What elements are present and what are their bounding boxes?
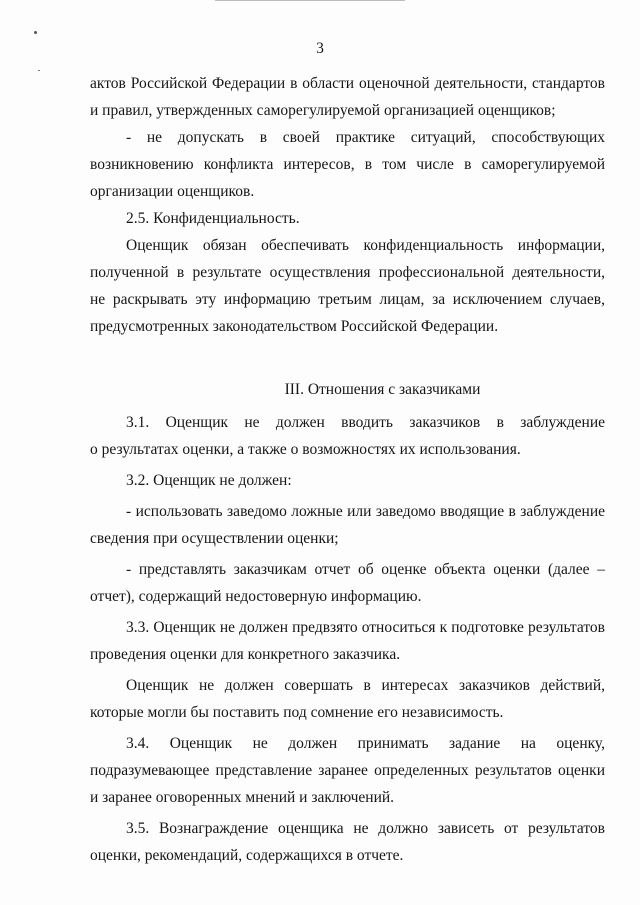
text-line: подразумевающее представление заранее определенных результатов оценки — [90, 762, 605, 779]
section-heading: III. Отношения с заказчиками — [284, 381, 481, 398]
text-line: - представлять заказчикам отчет об оценке объекта оценки (далее – — [126, 561, 605, 578]
text-line: не раскрывать эту информацию третьим лицам, за исключением случаев, — [90, 291, 605, 308]
text-line: и правил, утвержденных саморегулируемой организацией оценщиков; — [90, 102, 556, 119]
text-line: и заранее оговоренных мнений и заключений. — [90, 789, 395, 806]
text-line: 3.5. Вознаграждение оценщика не должно зависеть от результатов — [126, 820, 605, 837]
text-line: возникновению конфликта интересов, в том числе в саморегулируемой — [90, 156, 605, 173]
text-line: проведения оценки для конкретного заказчика. — [90, 646, 401, 663]
text-line: - использовать заведомо ложные или заведомо вводящие в заблуждение — [126, 503, 605, 520]
text-line: оценки, рекомендаций, содержащихся в отчете. — [90, 847, 404, 864]
scan-top-edge — [215, 0, 405, 1]
text-line: полученной в результате осуществления профессиональной деятельности, — [90, 264, 605, 281]
text-line: - не допускать в своей практике ситуаций, способствующих — [126, 129, 605, 146]
text-line: 3.2. Оценщик не должен: — [126, 472, 292, 489]
page-number: 3 — [316, 40, 324, 57]
text-line: организации оценщиков. — [90, 183, 255, 200]
text-line: предусмотренных законодательством Российской Федерации. — [90, 318, 499, 335]
section-title-2-5: 2.5. Конфиденциальность. — [126, 210, 300, 227]
text-line: отчет), содержащий недостоверную информацию. — [90, 588, 422, 605]
text-line: о результатах оценки, а также о возможностях их использования. — [90, 441, 521, 458]
text-line: 3.3. Оценщик не должен предвзято относиться к подготовке результатов — [126, 619, 605, 636]
text-line: актов Российской Федерации в области оценочной деятельности, стандартов — [90, 75, 605, 92]
text-line: 3.1. Оценщик не должен вводить заказчиков в заблуждение — [126, 414, 605, 431]
text-line: Оценщик не должен совершать в интересах заказчиков действий, — [126, 677, 605, 694]
text-line: которые могли бы поставить под сомнение его независимость. — [90, 704, 504, 721]
scan-speck — [34, 31, 37, 34]
scan-speck — [38, 70, 40, 71]
document-body — [90, 70, 605, 869]
text-line: сведения при осуществлении оценки; — [90, 530, 339, 547]
text-line: Оценщик обязан обеспечивать конфиденциальность информации, — [126, 237, 605, 254]
text-line: 3.4. Оценщик не должен принимать задание на оценку, — [126, 735, 605, 752]
